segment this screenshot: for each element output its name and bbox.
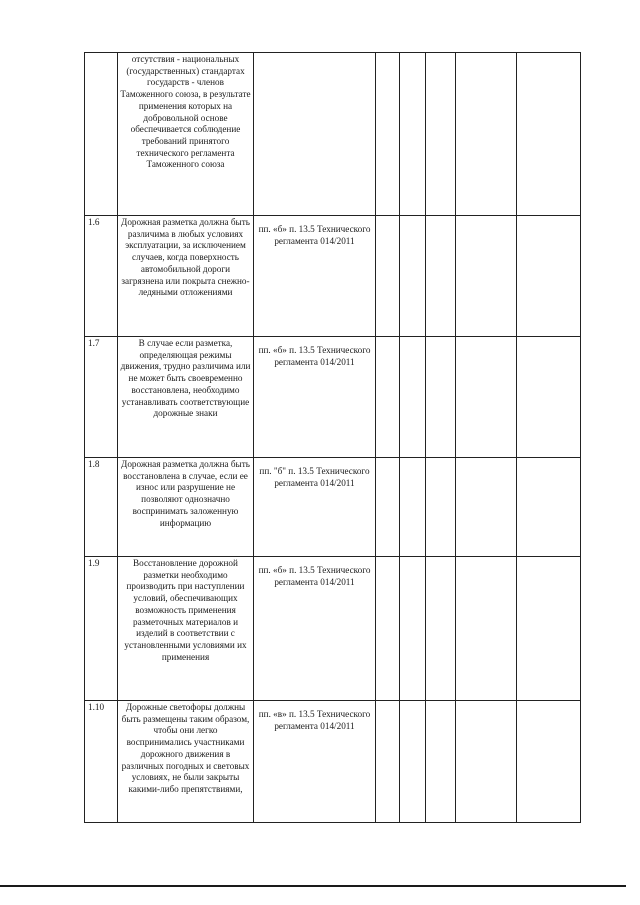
row-number: 1.7	[85, 337, 118, 458]
regulation-reference: пп. "б" п. 13.5 Технического регламента 014/2011	[254, 458, 376, 557]
answer-na-cell	[426, 701, 456, 823]
answer-no-cell	[400, 557, 426, 701]
regulation-reference	[254, 53, 376, 216]
requirement-text: Дорожная разметка должна быть восстановлена в случае, если ее износ или разрушение не позволяют однозначно воспринимать заложенную информацию	[118, 458, 254, 557]
answer-no-cell	[400, 216, 426, 337]
table-row	[85, 53, 581, 216]
answer-yes-cell	[376, 458, 400, 557]
row-number: 1.9	[85, 557, 118, 701]
requirement-text: В случае если разметка, определяющая режимы движения, трудно различима или не может быть своевременно восстановлена, необходимо устанавливать соответствующие дорожные знаки	[118, 337, 254, 458]
requirement-text: Дорожная разметка должна быть различима в любых условиях эксплуатации, за исключением случаев, когда поверхность автомобильной дороги загрязнена или покрыта снежно-ледяными отложениями	[118, 216, 254, 337]
regulation-reference: пп. «б» п. 13.5 Технического регламента 014/2011	[254, 557, 376, 701]
answer-extra-cell	[456, 701, 517, 823]
note-cell	[517, 216, 581, 337]
answer-extra-cell	[456, 337, 517, 458]
regulation-reference: пп. «б» п. 13.5 Технического регламента 014/2011	[254, 337, 376, 458]
row-number	[85, 53, 118, 216]
table-row	[85, 337, 581, 458]
note-cell	[517, 557, 581, 701]
requirement-text: Дорожные светофоры должны быть размещены таким образом, чтобы они легко воспринимались участниками дорожного движения в различных погодных и световых условиях, не были закрыты какими-либо препятствиями,	[118, 701, 254, 823]
note-cell	[517, 458, 581, 557]
note-cell	[517, 337, 581, 458]
answer-no-cell	[400, 53, 426, 216]
regulation-reference: пп. «в» п. 13.5 Технического регламента 014/2011	[254, 701, 376, 823]
note-cell	[517, 53, 581, 216]
answer-no-cell	[400, 458, 426, 557]
answer-na-cell	[426, 53, 456, 216]
table-row	[85, 458, 581, 557]
table-row	[85, 557, 581, 701]
requirement-text: Восстановление дорожной разметки необходимо производить при наступлении условий, обеспечивающих возможность применения разметочных материалов и изделий в соответствии с установленными условиями их применения	[118, 557, 254, 701]
table-row	[85, 216, 581, 337]
answer-yes-cell	[376, 216, 400, 337]
answer-na-cell	[426, 216, 456, 337]
table-row	[85, 701, 581, 823]
answer-yes-cell	[376, 701, 400, 823]
answer-yes-cell	[376, 337, 400, 458]
checklist-table	[84, 52, 581, 823]
answer-yes-cell	[376, 557, 400, 701]
answer-na-cell	[426, 337, 456, 458]
requirement-text: отсутствия - национальных (государственных) стандартах государств - членов Таможенного союза, в результате применения которых на добровольной основе обеспечивается соблюдение требований принятого технического регламента Таможенного союза	[118, 53, 254, 216]
note-cell	[517, 701, 581, 823]
answer-na-cell	[426, 458, 456, 557]
answer-extra-cell	[456, 557, 517, 701]
answer-no-cell	[400, 337, 426, 458]
row-number: 1.10	[85, 701, 118, 823]
answer-na-cell	[426, 557, 456, 701]
regulation-reference: пп. «б» п. 13.5 Технического регламента 014/2011	[254, 216, 376, 337]
row-number: 1.8	[85, 458, 118, 557]
page-bottom-rule	[0, 885, 626, 887]
answer-no-cell	[400, 701, 426, 823]
answer-extra-cell	[456, 458, 517, 557]
answer-extra-cell	[456, 53, 517, 216]
row-number: 1.6	[85, 216, 118, 337]
answer-extra-cell	[456, 216, 517, 337]
answer-yes-cell	[376, 53, 400, 216]
